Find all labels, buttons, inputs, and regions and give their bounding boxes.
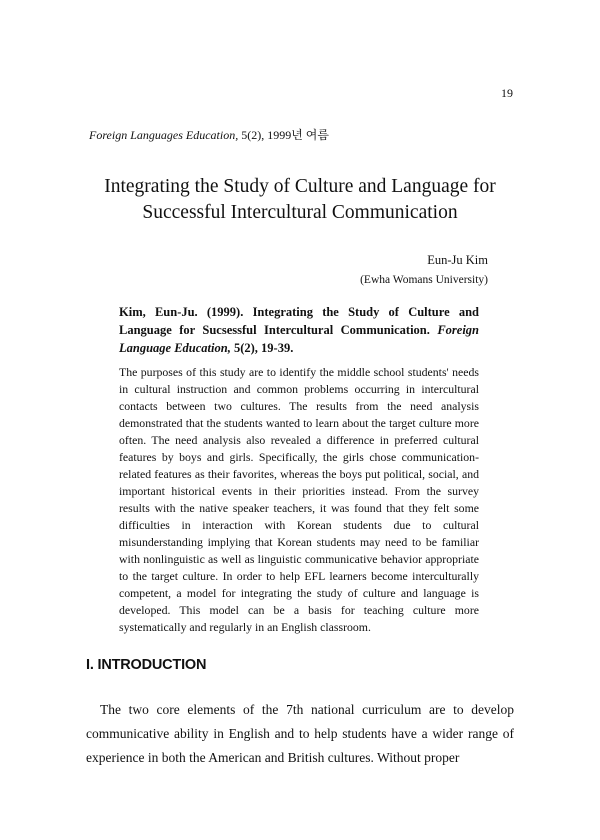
journal-date: 1999년 여름 xyxy=(267,128,329,142)
citation xyxy=(119,303,479,357)
author-block xyxy=(360,250,488,290)
section-heading: I. INTRODUCTION xyxy=(86,657,207,673)
page-number: 19 xyxy=(501,86,513,100)
title-line-1: Integrating the Study of Culture and Language for xyxy=(104,176,496,198)
citation-pages: 5(2), 19-39. xyxy=(233,341,294,355)
author-name: Eun-Ju Kim xyxy=(427,253,488,267)
title-line-2: Successful Intercultural Communication xyxy=(142,202,458,224)
citation-journal: Foreign Language Education, xyxy=(119,323,480,355)
abstract-text: The purposes of this study are to identify the middle school students' needs in cultural instruction and common problems occurring in intercultural contacts between two cultures. The results from the need analysis demonstrated that the students wanted to learn about the target culture more often. The need analysis also revealed a difference in preferred cultural features by boys and girls. Specifically, the girls chose communication-related features as their favorites, whereas the boys put political, social, and important historical events in their priorities instead. From the survey results with the native speaker teachers, it was found that they felt some difficulties in interaction with Korean students due to cultural misunderstanding implying that Korean students may need to be familiar with nonlinguistic as well as linguistic communicative behavior appropriate to the target culture. In order to help EFL learners become interculturally competent, a model for integrating the study of culture and language is developed. This model can be a basis for teaching culture more systematically and regularly in an English classroom. xyxy=(119,365,479,634)
journal-name: Foreign Languages Education, xyxy=(89,128,239,142)
citation-main: Kim, Eun-Ju. (1999). Integrating the Study of Culture and Language for Sucsessful Intercultural Communication. xyxy=(119,305,479,337)
journal-volume: 5(2), xyxy=(241,128,265,142)
journal-header xyxy=(89,126,329,143)
author-affiliation: (Ewha Womans University) xyxy=(360,274,488,286)
article-title xyxy=(60,174,540,226)
introduction-paragraph: The two core elements of the 7th national curriculum are to develop communicative ability in English and to help students have a wider range of experience in both the American and British cultures. Without proper xyxy=(86,702,514,765)
